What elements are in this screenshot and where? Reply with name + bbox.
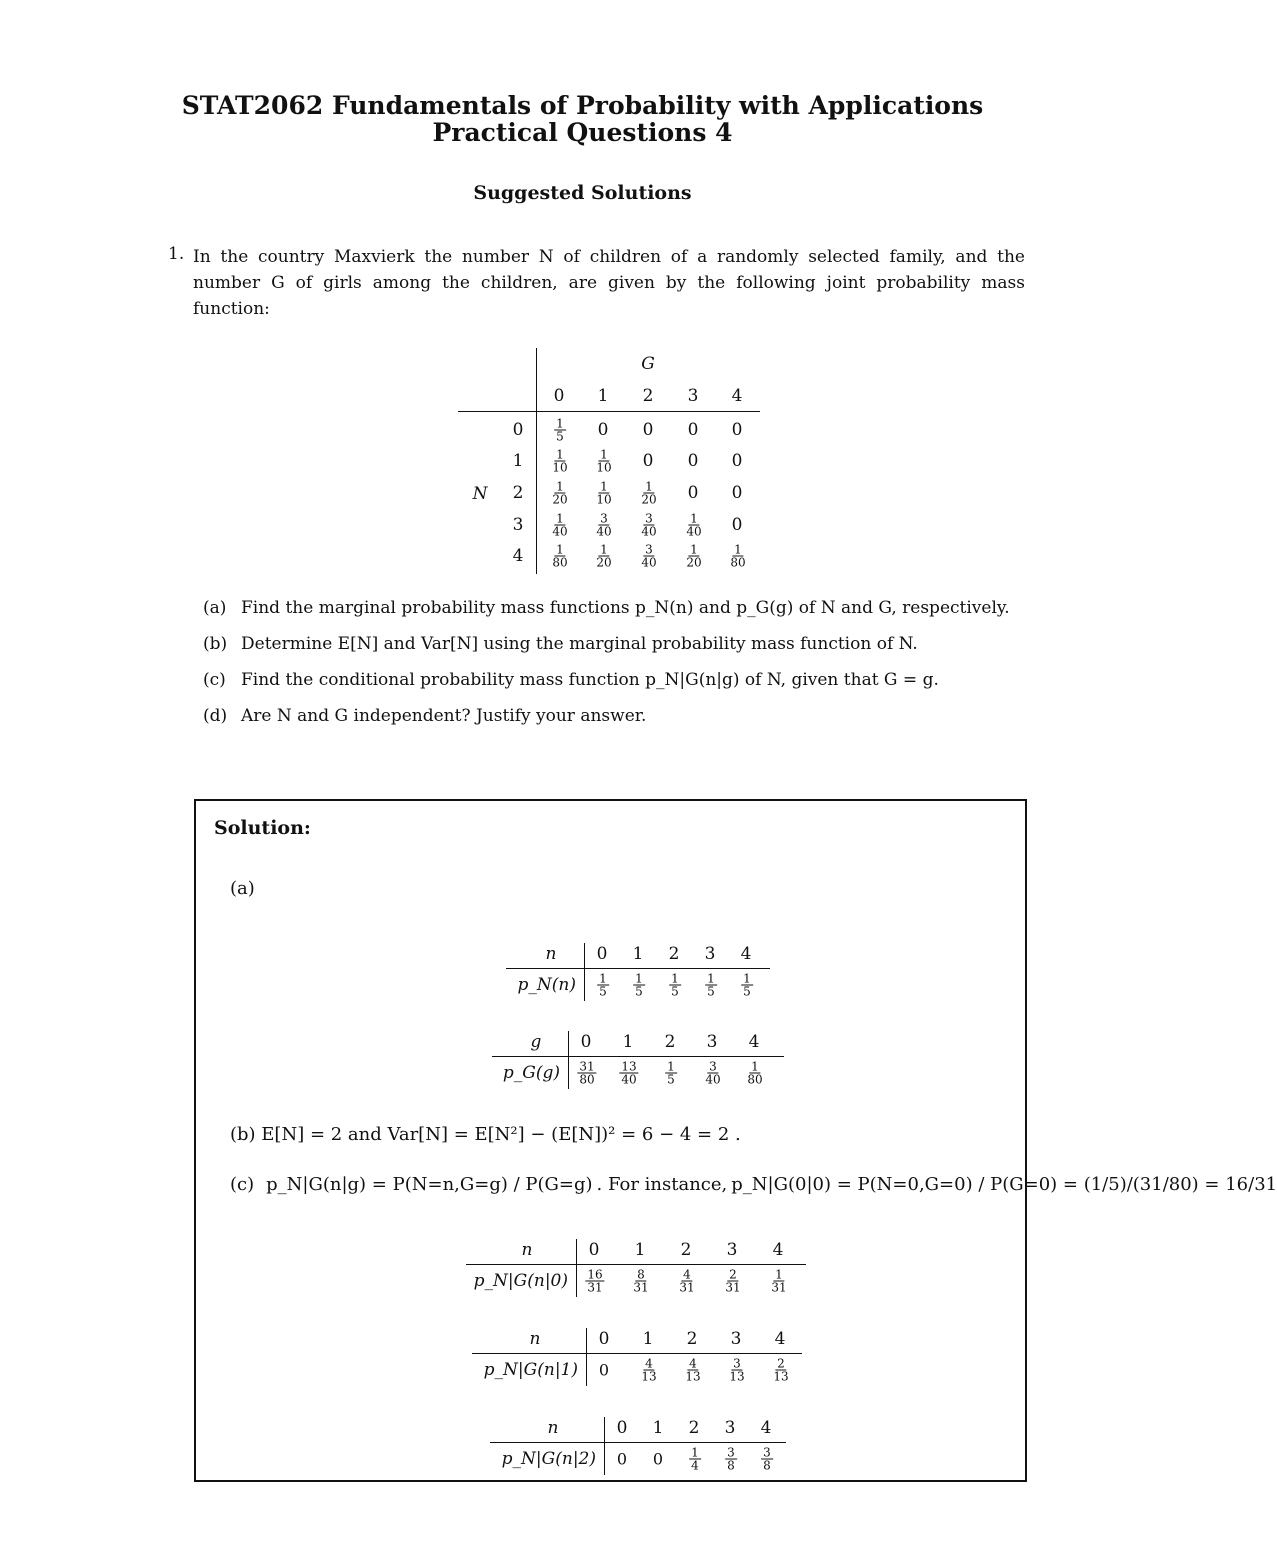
table-cell: 0 bbox=[731, 483, 743, 503]
solution-part-b: (b) E[N] = 2 and Var[N] = E[N²] − (E[N])² = 6 − 4 = 2 . bbox=[230, 1124, 741, 1145]
probability-cell: 0 bbox=[616, 1449, 628, 1469]
part-a bbox=[203, 595, 1033, 621]
function-label: p_N|G(n|1) bbox=[483, 1360, 578, 1380]
marginal-n-table bbox=[506, 943, 770, 1003]
row-var-label: N bbox=[472, 484, 488, 504]
probability-cell: $\frac{4}{31}$ bbox=[679, 1267, 695, 1295]
table-divider-vertical bbox=[576, 1239, 577, 1297]
value-header: 3 bbox=[704, 944, 716, 964]
value-header: 1 bbox=[652, 1418, 664, 1438]
part-label: (c) bbox=[230, 1174, 255, 1195]
value-header: 2 bbox=[686, 1329, 698, 1349]
table-cell: $\frac{1}{40}$ bbox=[686, 511, 702, 539]
table-cell: 0 bbox=[687, 483, 699, 503]
part-c bbox=[203, 667, 1033, 693]
value-header: 2 bbox=[680, 1240, 692, 1260]
variable-label: n bbox=[545, 944, 557, 964]
col-header: 0 bbox=[553, 386, 565, 406]
function-label: p_N|G(n|0) bbox=[473, 1271, 568, 1291]
table-divider-vertical bbox=[604, 1417, 605, 1475]
function-label: p_N(n) bbox=[517, 975, 576, 995]
probability-cell: $\frac{2}{31}$ bbox=[725, 1267, 741, 1295]
value-header: 0 bbox=[580, 1032, 592, 1052]
table-divider-vertical bbox=[568, 1031, 569, 1089]
table-cell: 0 bbox=[687, 420, 699, 440]
probability-cell: $\frac{1}{5}$ bbox=[599, 971, 607, 999]
probability-cell: $\frac{2}{13}$ bbox=[773, 1356, 789, 1384]
table-cell: $\frac{3}{40}$ bbox=[641, 542, 657, 570]
document-subtitle: Practical Questions 4 bbox=[432, 118, 733, 147]
probability-cell: $\frac{3}{40}$ bbox=[705, 1059, 721, 1087]
section-heading: Suggested Solutions bbox=[473, 182, 692, 204]
question-text: In the country Maxvierk the number N of children of a randomly selected family, and the number G of girls among the children, are given by the following joint probability mass function: bbox=[193, 247, 1025, 319]
table-cell: $\frac{1}{10}$ bbox=[596, 479, 612, 507]
col-header: 3 bbox=[687, 386, 699, 406]
probability-cell: 0 bbox=[598, 1360, 610, 1380]
solution-part-a-label: (a) bbox=[230, 878, 255, 899]
variable-label: g bbox=[530, 1032, 542, 1052]
variable-label: n bbox=[547, 1418, 559, 1438]
value-header: 4 bbox=[748, 1032, 760, 1052]
part-d bbox=[203, 703, 1033, 729]
table-cell: $\frac{1}{20}$ bbox=[641, 479, 657, 507]
value-header: 1 bbox=[642, 1329, 654, 1349]
value-header: 1 bbox=[632, 944, 644, 964]
probability-cell: $\frac{4}{13}$ bbox=[641, 1356, 657, 1384]
solution-title: Solution: bbox=[214, 817, 311, 839]
variable-label: n bbox=[521, 1240, 533, 1260]
instance-formula: p_N|G(0|0) = P(N=0,G=0) / P(G=0) = (1/5)/(31/80) = 16/31 bbox=[731, 1174, 1277, 1195]
col-var-label: G bbox=[641, 354, 655, 374]
table-cell: 0 bbox=[642, 420, 654, 440]
probability-cell: $\frac{3}{13}$ bbox=[729, 1356, 745, 1384]
row-header: 0 bbox=[512, 420, 524, 440]
question-number: 1. bbox=[168, 244, 185, 264]
table-divider-vertical bbox=[584, 943, 585, 1001]
col-header: 1 bbox=[597, 386, 609, 406]
row-header: 4 bbox=[512, 546, 524, 566]
table-divider-horizontal bbox=[492, 1056, 784, 1057]
table-cell: $\frac{1}{10}$ bbox=[552, 447, 568, 475]
value-header: 4 bbox=[774, 1329, 786, 1349]
probability-cell: $\frac{1}{5}$ bbox=[671, 971, 679, 999]
table-cell: 0 bbox=[731, 420, 743, 440]
part-b bbox=[203, 631, 1033, 657]
function-label: p_N|G(n|2) bbox=[501, 1449, 596, 1469]
probability-cell: $\frac{1}{5}$ bbox=[667, 1059, 675, 1087]
part-label: (b) bbox=[203, 634, 228, 654]
document-title: STAT2062 Fundamentals of Probability with Applications bbox=[181, 91, 984, 120]
table-divider-vertical bbox=[586, 1328, 587, 1386]
table-cell: $\frac{1}{20}$ bbox=[596, 542, 612, 570]
table-cell: $\frac{3}{40}$ bbox=[596, 511, 612, 539]
table-cell: $\frac{3}{40}$ bbox=[641, 511, 657, 539]
table-divider-horizontal bbox=[490, 1442, 786, 1443]
probability-cell: $\frac{3}{8}$ bbox=[727, 1445, 735, 1473]
value-header: 1 bbox=[622, 1032, 634, 1052]
table-cell: $\frac{1}{5}$ bbox=[556, 416, 564, 444]
col-header: 2 bbox=[642, 386, 654, 406]
value-header: 0 bbox=[598, 1329, 610, 1349]
part-text: Find the marginal probability mass functions p_N(n) and p_G(g) of N and G, respectively. bbox=[241, 598, 1010, 618]
value-header: 0 bbox=[588, 1240, 600, 1260]
value-header: 3 bbox=[724, 1418, 736, 1438]
row-header: 1 bbox=[512, 451, 524, 471]
value-header: 3 bbox=[730, 1329, 742, 1349]
probability-cell: $\frac{13}{40}$ bbox=[621, 1059, 637, 1087]
conditional-table-g1 bbox=[472, 1328, 802, 1388]
table-cell: $\frac{1}{80}$ bbox=[730, 542, 746, 570]
row-header: 3 bbox=[512, 515, 524, 535]
value-header: 4 bbox=[772, 1240, 784, 1260]
table-divider-horizontal bbox=[506, 968, 770, 969]
probability-cell: $\frac{8}{31}$ bbox=[633, 1267, 649, 1295]
part-text: Determine E[N] and Var[N] using the marginal probability mass function of N. bbox=[241, 634, 918, 654]
table-divider-vertical bbox=[536, 348, 537, 574]
part-label: (c) bbox=[203, 670, 226, 690]
conditional-table-g0 bbox=[466, 1239, 806, 1299]
part-label: (a) bbox=[203, 598, 227, 618]
table-cell: $\frac{1}{10}$ bbox=[596, 447, 612, 475]
conditional-table-g2 bbox=[490, 1417, 786, 1477]
table-cell: 0 bbox=[642, 451, 654, 471]
probability-cell: $\frac{3}{8}$ bbox=[763, 1445, 771, 1473]
solution-part-c bbox=[230, 1174, 1277, 1195]
part-text: Find the conditional probability mass function p_N|G(n|g) of N, given that G = g. bbox=[241, 670, 939, 690]
probability-cell: 0 bbox=[652, 1449, 664, 1469]
table-cell: 0 bbox=[597, 420, 609, 440]
table-cell: $\frac{1}{20}$ bbox=[686, 542, 702, 570]
value-header: 3 bbox=[726, 1240, 738, 1260]
table-cell: $\frac{1}{20}$ bbox=[552, 479, 568, 507]
part-label: (d) bbox=[203, 706, 228, 726]
table-cell: $\frac{1}{40}$ bbox=[552, 511, 568, 539]
conditional-formula: p_N|G(n|g) = P(N=n,G=g) / P(G=g) bbox=[266, 1174, 593, 1195]
value-header: 0 bbox=[596, 944, 608, 964]
table-cell: 0 bbox=[731, 515, 743, 535]
probability-cell: $\frac{31}{80}$ bbox=[579, 1059, 595, 1087]
question-parts bbox=[203, 595, 1033, 739]
value-header: 3 bbox=[706, 1032, 718, 1052]
value-header: 2 bbox=[664, 1032, 676, 1052]
probability-cell: $\frac{1}{4}$ bbox=[691, 1445, 699, 1473]
table-divider-horizontal bbox=[466, 1264, 806, 1265]
table-cell: 0 bbox=[731, 451, 743, 471]
table-divider-horizontal bbox=[458, 411, 760, 412]
table-divider-horizontal bbox=[472, 1353, 802, 1354]
value-header: 1 bbox=[634, 1240, 646, 1260]
probability-cell: $\frac{4}{13}$ bbox=[685, 1356, 701, 1384]
function-label: p_G(g) bbox=[502, 1063, 560, 1083]
table-cell: $\frac{1}{80}$ bbox=[552, 542, 568, 570]
instance-text: . For instance, bbox=[596, 1174, 728, 1195]
probability-cell: $\frac{1}{5}$ bbox=[743, 971, 751, 999]
joint-pmf-table bbox=[458, 348, 760, 574]
value-header: 2 bbox=[668, 944, 680, 964]
probability-cell: $\frac{1}{5}$ bbox=[707, 971, 715, 999]
col-header: 4 bbox=[731, 386, 743, 406]
probability-cell: $\frac{1}{5}$ bbox=[635, 971, 643, 999]
probability-cell: $\frac{16}{31}$ bbox=[587, 1267, 603, 1295]
value-header: 0 bbox=[616, 1418, 628, 1438]
probability-cell: $\frac{1}{31}$ bbox=[771, 1267, 787, 1295]
solution-box bbox=[194, 799, 1277, 1482]
table-cell: 0 bbox=[687, 451, 699, 471]
part-text: Are N and G independent? Justify your answer. bbox=[241, 706, 647, 726]
marginal-g-table bbox=[492, 1031, 784, 1091]
row-header: 2 bbox=[512, 483, 524, 503]
probability-cell: $\frac{1}{80}$ bbox=[747, 1059, 763, 1087]
variable-label: n bbox=[529, 1329, 541, 1349]
value-header: 4 bbox=[760, 1418, 772, 1438]
value-header: 2 bbox=[688, 1418, 700, 1438]
value-header: 4 bbox=[740, 944, 752, 964]
